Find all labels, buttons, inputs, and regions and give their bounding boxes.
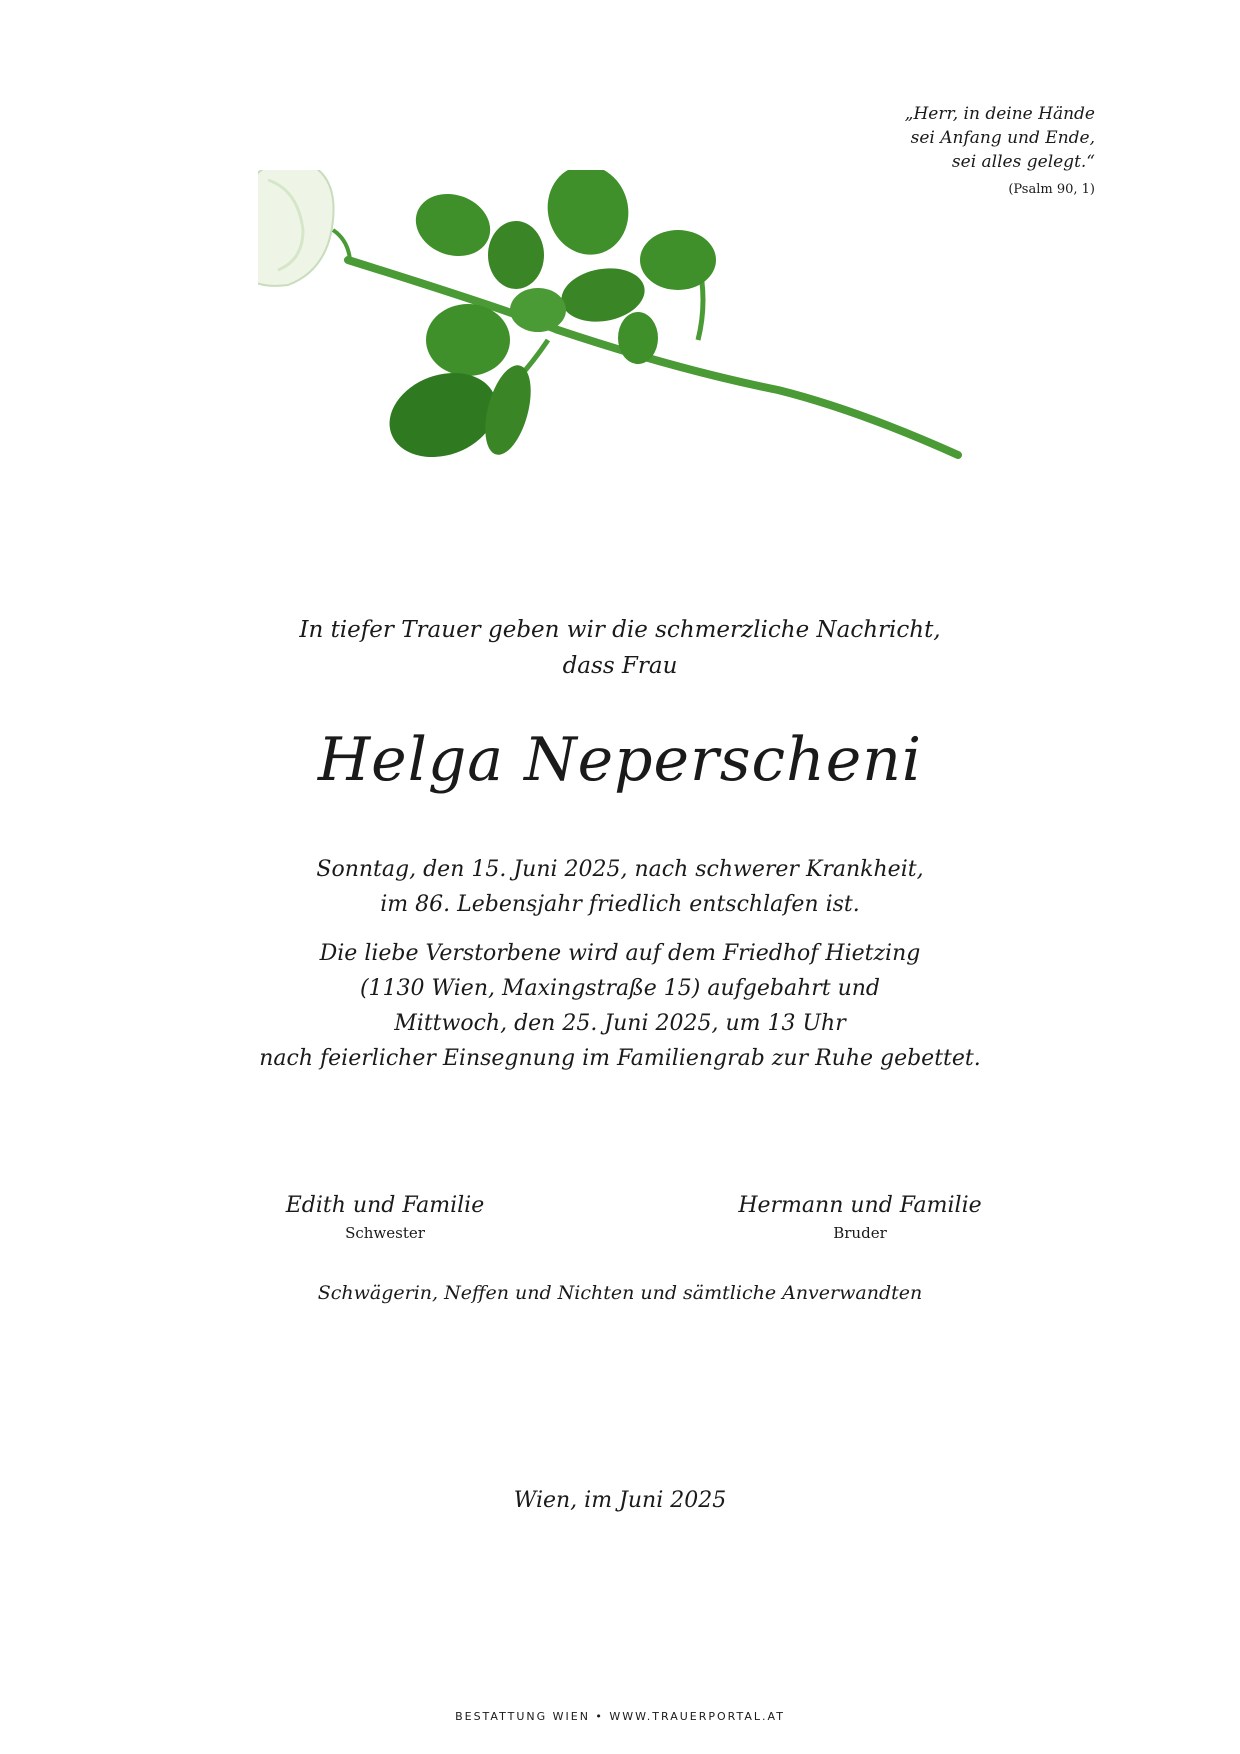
signature-name: Edith und Familie (285, 1193, 485, 1218)
signature-name: Hermann und Familie (738, 1193, 982, 1218)
burial-line: nach feierlicher Einsegnung im Familiengrab zur Ruhe gebettet. (259, 1046, 981, 1071)
intro-text (0, 612, 1240, 684)
burial-line: Mittwoch, den 25. Juni 2025, um 13 Uhr (394, 1011, 846, 1036)
intro-line: dass Frau (562, 653, 678, 679)
footer-text: BESTATTUNG WIEN • WWW.TRAUERPORTAL.AT (455, 1710, 785, 1723)
intro-line: In tiefer Trauer geben wir die schmerzliche Nachricht, (299, 617, 941, 643)
burial-line: (1130 Wien, Maxingstraße 15) aufgebahrt und (359, 976, 881, 1001)
relatives-text: Schwägerin, Neffen und Nichten und sämtliche Anverwandten (317, 1282, 923, 1304)
signature-role: Bruder (833, 1224, 887, 1242)
quote-source: (Psalm 90, 1) (1008, 182, 1095, 197)
death-line: Sonntag, den 15. Juni 2025, nach schwerer Krankheit, (316, 857, 924, 882)
signature-brother (680, 1193, 1040, 1242)
deceased-name: Helga Neperscheni (317, 725, 923, 795)
quote-line: sei Anfang und Ende, (910, 128, 1095, 148)
place-date: Wien, im Juni 2025 (513, 1488, 727, 1513)
signature-sister (205, 1193, 565, 1242)
white-rose-image (258, 170, 988, 530)
burial-text (0, 936, 1240, 1076)
signature-role: Schwester (345, 1224, 425, 1242)
burial-line: Die liebe Verstorbene wird auf dem Friedhof Hietzing (319, 941, 921, 966)
death-line: im 86. Lebensjahr friedlich entschlafen ist. (380, 892, 860, 917)
quote-line: „Herr, in deine Hände (904, 104, 1095, 124)
quote-line: sei alles gelegt.“ (951, 152, 1095, 172)
death-text (0, 852, 1240, 922)
